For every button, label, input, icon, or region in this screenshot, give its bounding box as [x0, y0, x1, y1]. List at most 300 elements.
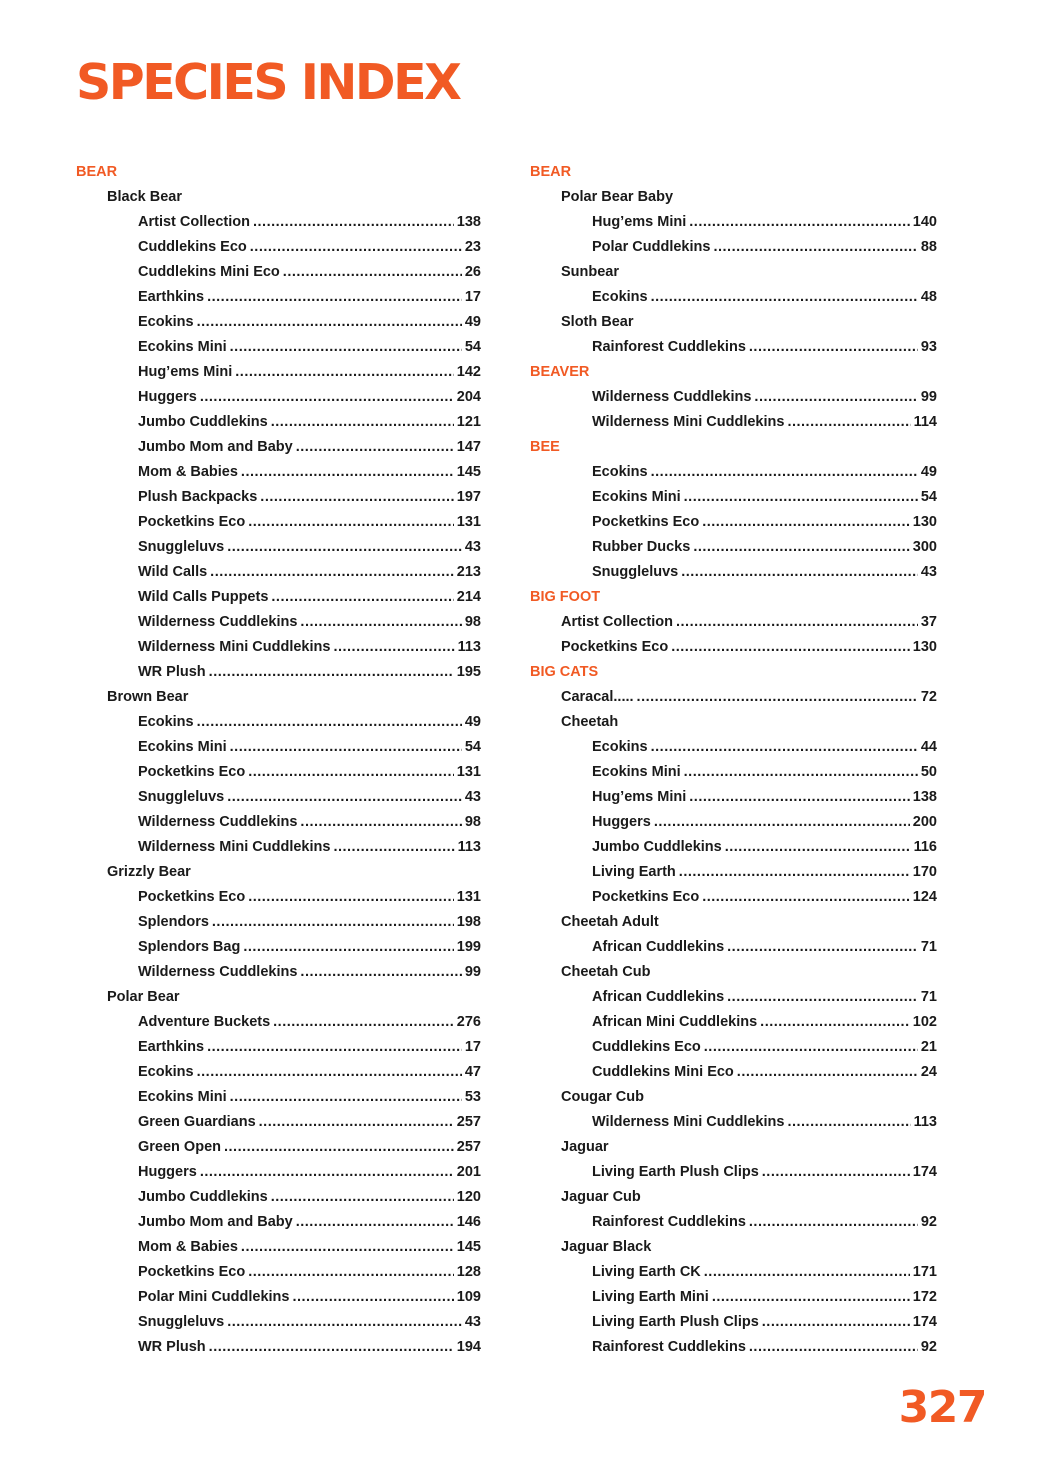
index-entry-label: Snuggleluvs: [592, 564, 679, 580]
index-page-ref: 37: [920, 614, 937, 630]
index-entry: [530, 385, 937, 410]
dot-leader: [230, 335, 462, 360]
index-entry: [76, 585, 481, 610]
index-page-ref: 130: [912, 514, 937, 530]
dot-leader: [235, 360, 454, 385]
index-entry: [76, 1010, 481, 1035]
index-entry-label: Jumbo Mom and Baby: [138, 1214, 293, 1230]
index-entry-label: Jumbo Mom and Baby: [138, 439, 293, 455]
index-page-ref: 213: [456, 564, 481, 580]
index-page-ref: 138: [456, 214, 481, 230]
index-page-ref: 71: [920, 939, 937, 955]
index-entry-label: Hug’ems Mini: [138, 364, 233, 380]
dot-leader: [704, 1035, 918, 1060]
index-group-label: Brown Bear: [107, 689, 189, 705]
index-entry: [530, 1010, 937, 1035]
index-page-ref: 49: [464, 714, 481, 730]
index-page-ref: 113: [457, 839, 481, 855]
dot-leader: [227, 535, 462, 560]
index-page-ref: 43: [464, 1314, 481, 1330]
index-entry: [530, 235, 937, 260]
index-entry-label: Hug’ems Mini: [592, 789, 687, 805]
index-entry-label: Polar Cuddlekins: [592, 239, 711, 255]
index-entry-label: Pocketkins Eco: [138, 1264, 246, 1280]
index-entry-label: Cuddlekins Mini Eco: [138, 264, 280, 280]
dot-leader: [333, 835, 454, 860]
index-entry: [76, 210, 481, 235]
index-page-ref: 114: [913, 414, 937, 430]
index-entry-label: Jumbo Cuddlekins: [138, 414, 268, 430]
dot-leader: [300, 960, 461, 985]
index-entry: [530, 535, 937, 560]
index-page-ref: 99: [464, 964, 481, 980]
index-entry-label: Earthkins: [138, 289, 205, 305]
index-entry: [530, 1260, 937, 1285]
index-section: [530, 585, 937, 610]
index-entry-label: Pocketkins Eco: [592, 514, 700, 530]
index-entry-label: Rubber Ducks: [592, 539, 691, 555]
index-entry: [76, 460, 481, 485]
index-page-ref: 146: [456, 1214, 481, 1230]
index-entry: [76, 660, 481, 685]
index-entry-label: Wilderness Cuddlekins: [592, 389, 752, 405]
index-section-label: BEAR: [530, 164, 572, 180]
dot-leader: [273, 1010, 454, 1035]
index-group: [76, 985, 481, 1010]
index-entry: [76, 1235, 481, 1260]
index-page-ref: 113: [457, 639, 481, 655]
index-entry-label: Mom & Babies: [138, 464, 238, 480]
index-entry-label: Ecokins: [592, 464, 648, 480]
index-entry-label: Ecokins Mini: [138, 1089, 227, 1105]
dot-leader: [248, 1260, 454, 1285]
dot-leader: [760, 1010, 910, 1035]
index-entry: [530, 1210, 937, 1235]
index-entry: [76, 1310, 481, 1335]
index-page-ref: 200: [912, 814, 937, 830]
dot-leader: [727, 935, 918, 960]
dot-leader: [209, 1335, 454, 1360]
dot-leader: [676, 610, 918, 635]
dot-leader: [253, 210, 454, 235]
index-entry: [76, 385, 481, 410]
dot-leader: [713, 235, 917, 260]
index-page-ref: 53: [464, 1089, 481, 1105]
index-section: [530, 435, 937, 460]
index-entry-label: Living Earth: [592, 864, 676, 880]
index-entry-label: Pocketkins Eco: [138, 889, 246, 905]
index-entry-label: Snuggleluvs: [138, 1314, 225, 1330]
dot-leader: [712, 1285, 910, 1310]
index-entry-label: Ecokins: [138, 314, 194, 330]
index-page-ref: 109: [456, 1289, 481, 1305]
index-entry-label: African Mini Cuddlekins: [592, 1014, 758, 1030]
dot-leader: [762, 1310, 910, 1335]
dot-leader: [749, 335, 918, 360]
index-page-ref: 197: [456, 489, 481, 505]
index-group-label: Cougar Cub: [561, 1089, 644, 1105]
index-entry: [530, 1035, 937, 1060]
index-entry-label: Ecokins Mini: [138, 339, 227, 355]
dot-leader: [651, 285, 918, 310]
index-entry: [76, 1335, 481, 1360]
index-page-ref: 142: [456, 364, 481, 380]
index-entry: [530, 860, 937, 885]
index-page-ref: 124: [912, 889, 937, 905]
dot-leader: [212, 910, 454, 935]
index-entry: [76, 885, 481, 910]
index-entry: [530, 485, 937, 510]
index-page-ref: 147: [456, 439, 481, 455]
index-page-ref: 24: [920, 1064, 937, 1080]
index-entry: [530, 335, 937, 360]
index-entry-label: Cuddlekins Eco: [138, 239, 247, 255]
index-page-ref: 174: [912, 1164, 937, 1180]
index-page-ref: 99: [920, 389, 937, 405]
dot-leader: [283, 260, 462, 285]
index-page-ref: 54: [464, 339, 481, 355]
dot-leader: [250, 235, 462, 260]
index-page-ref: 113: [913, 1114, 937, 1130]
index-entry: [530, 810, 937, 835]
index-entry: [530, 460, 937, 485]
index-entry: [76, 810, 481, 835]
dot-leader: [300, 810, 461, 835]
index-entry-label: Polar Mini Cuddlekins: [138, 1289, 290, 1305]
index-entry-label: Living Earth Plush Clips: [592, 1314, 759, 1330]
dot-leader: [637, 685, 918, 710]
index-entry: [530, 935, 937, 960]
index-group: [76, 860, 481, 885]
index-entry-label: WR Plush: [138, 664, 206, 680]
index-page-ref: 128: [456, 1264, 481, 1280]
index-page-ref: 201: [456, 1164, 481, 1180]
index-entry: [76, 1160, 481, 1185]
dot-leader: [654, 810, 910, 835]
index-group: [530, 185, 937, 210]
index-entry-label: Cuddlekins Eco: [592, 1039, 701, 1055]
index-entry: [530, 1335, 937, 1360]
index-entry: [76, 735, 481, 760]
index-entry-label: Ecokins: [138, 1064, 194, 1080]
index-entry: [530, 760, 937, 785]
index-page-ref: 23: [464, 239, 481, 255]
index-entry: [76, 935, 481, 960]
index-page-ref: 276: [456, 1014, 481, 1030]
index-entry-label: Ecokins Mini: [138, 739, 227, 755]
dot-leader: [681, 560, 918, 585]
index-entry: [530, 1285, 937, 1310]
dot-leader: [704, 1260, 910, 1285]
page-title: SPECIES INDEX: [76, 54, 460, 111]
dot-leader: [209, 660, 454, 685]
dot-leader: [197, 310, 462, 335]
index-page-ref: 194: [456, 1339, 481, 1355]
index-group: [530, 960, 937, 985]
index-group: [530, 1135, 937, 1160]
dot-leader: [207, 285, 462, 310]
index-entry: [76, 360, 481, 385]
index-group: [530, 635, 937, 660]
index-entry: [530, 985, 937, 1010]
index-column-left: [76, 160, 481, 1360]
index-entry: [530, 1060, 937, 1085]
index-group-label: Jaguar Cub: [561, 1189, 641, 1205]
index-entry-label: Cuddlekins Mini Eco: [592, 1064, 734, 1080]
index-entry-label: Huggers: [138, 389, 197, 405]
index-page-ref: 72: [920, 689, 937, 705]
index-group: [76, 185, 481, 210]
index-entry-label: Wilderness Cuddlekins: [138, 814, 298, 830]
dot-leader: [230, 1085, 462, 1110]
index-group-label: Cheetah: [561, 714, 619, 730]
dot-leader: [651, 735, 918, 760]
index-entry-label: Ecokins: [138, 714, 194, 730]
dot-leader: [224, 1135, 454, 1160]
dot-leader: [749, 1335, 918, 1360]
index-entry-label: African Cuddlekins: [592, 989, 725, 1005]
index-group: [530, 1085, 937, 1110]
dot-leader: [260, 485, 454, 510]
index-entry-label: Rainforest Cuddlekins: [592, 1339, 746, 1355]
dot-leader: [684, 760, 918, 785]
index-group: [530, 910, 937, 935]
index-page-ref: 171: [912, 1264, 937, 1280]
index-entry: [530, 285, 937, 310]
index-page-ref: 98: [464, 614, 481, 630]
index-entry-label: Wilderness Mini Cuddlekins: [592, 414, 785, 430]
index-entry-label: Jumbo Cuddlekins: [592, 839, 722, 855]
dot-leader: [197, 710, 462, 735]
index-entry: [76, 235, 481, 260]
index-entry-label: Wild Calls Puppets: [138, 589, 269, 605]
index-group-label: Polar Bear Baby: [561, 189, 674, 205]
dot-leader: [243, 935, 453, 960]
index-entry-label: Plush Backpacks: [138, 489, 258, 505]
index-entry-label: Wilderness Mini Cuddlekins: [138, 639, 331, 655]
dot-leader: [271, 1185, 454, 1210]
dot-leader: [671, 635, 910, 660]
index-entry: [76, 510, 481, 535]
dot-leader: [725, 835, 911, 860]
index-entry-label: Splendors Bag: [138, 939, 241, 955]
index-entry-label: Ecokins: [592, 289, 648, 305]
index-group-label: Grizzly Bear: [107, 864, 191, 880]
index-entry-label: Mom & Babies: [138, 1239, 238, 1255]
index-entry-label: Snuggleluvs: [138, 539, 225, 555]
index-entry-label: Wilderness Mini Cuddlekins: [138, 839, 331, 855]
index-entry: [76, 535, 481, 560]
index-page-ref: 17: [464, 289, 481, 305]
index-section-label: BEAR: [76, 164, 118, 180]
index-entry: [76, 1135, 481, 1160]
index-entry: [76, 710, 481, 735]
index-page-ref: 170: [912, 864, 937, 880]
index-page-ref: 204: [456, 389, 481, 405]
index-entry: [76, 760, 481, 785]
index-entry-label: Living Earth CK: [592, 1264, 701, 1280]
index-group-label: Polar Bear: [107, 989, 180, 1005]
index-page-ref: 54: [920, 489, 937, 505]
dot-leader: [787, 1110, 910, 1135]
dot-leader: [292, 1285, 453, 1310]
index-entry: [76, 1110, 481, 1135]
index-group-label: Sunbear: [561, 264, 620, 280]
dot-leader: [271, 585, 453, 610]
index-entry-label: Jumbo Cuddlekins: [138, 1189, 268, 1205]
dot-leader: [227, 1310, 462, 1335]
index-group: [530, 1235, 937, 1260]
index-page-ref: 71: [920, 989, 937, 1005]
dot-leader: [248, 510, 454, 535]
dot-leader: [787, 410, 910, 435]
index-group-label: Jaguar Black: [561, 1239, 652, 1255]
index-entry-label: Wild Calls: [138, 564, 208, 580]
dot-leader: [200, 1160, 454, 1185]
index-group: [530, 310, 937, 335]
index-entry-label: Ecokins Mini: [592, 489, 681, 505]
index-section: [76, 160, 481, 185]
index-page-ref: 102: [912, 1014, 937, 1030]
index-group: [530, 1185, 937, 1210]
index-group-label: Jaguar: [561, 1139, 609, 1155]
index-entry-label: Living Earth Plush Clips: [592, 1164, 759, 1180]
dot-leader: [248, 760, 454, 785]
index-entry-label: Green Open: [138, 1139, 221, 1155]
index-page-ref: 145: [456, 1239, 481, 1255]
index-entry: [530, 560, 937, 585]
index-entry-label: Green Guardians: [138, 1114, 256, 1130]
index-group-label: Sloth Bear: [561, 314, 634, 330]
index-group: [530, 610, 937, 635]
index-page-ref: 131: [456, 514, 481, 530]
index-page-ref: 195: [456, 664, 481, 680]
index-entry-label: Splendors: [138, 914, 209, 930]
index-entry: [530, 410, 937, 435]
index-page-ref: 214: [456, 589, 481, 605]
index-entry-label: Snuggleluvs: [138, 789, 225, 805]
index-entry: [530, 1160, 937, 1185]
dot-leader: [651, 460, 918, 485]
dot-leader: [702, 510, 910, 535]
index-page-ref: 198: [456, 914, 481, 930]
index-group: [530, 710, 937, 735]
index-entry: [76, 310, 481, 335]
index-entry: [76, 435, 481, 460]
dot-leader: [737, 1060, 918, 1085]
index-page-ref: 138: [912, 789, 937, 805]
index-page-ref: 257: [456, 1139, 481, 1155]
index-entry: [76, 785, 481, 810]
index-entry: [530, 835, 937, 860]
index-page-ref: 130: [912, 639, 937, 655]
index-entry: [76, 1035, 481, 1060]
index-entry-label: Huggers: [592, 814, 651, 830]
dot-leader: [762, 1160, 910, 1185]
index-entry: [530, 785, 937, 810]
dot-leader: [296, 435, 454, 460]
index-entry: [76, 1185, 481, 1210]
dot-leader: [207, 1035, 462, 1060]
index-entry: [530, 510, 937, 535]
index-entry: [76, 260, 481, 285]
index-group: [76, 685, 481, 710]
index-entry: [530, 210, 937, 235]
index-page-ref: 116: [913, 839, 937, 855]
dot-leader: [200, 385, 454, 410]
dot-leader: [259, 1110, 454, 1135]
index-entry-label: Wilderness Cuddlekins: [138, 964, 298, 980]
dot-leader: [679, 860, 910, 885]
index-entry: [76, 560, 481, 585]
index-page-ref: 92: [920, 1339, 937, 1355]
index-group-label: Cheetah Adult: [561, 914, 659, 930]
index-section-label: BEAVER: [530, 364, 590, 380]
index-entry-label: Earthkins: [138, 1039, 205, 1055]
index-section: [530, 360, 937, 385]
index-entry-label: Ecokins Mini: [592, 764, 681, 780]
index-page-ref: 93: [920, 339, 937, 355]
index-entry: [530, 1310, 937, 1335]
index-entry: [530, 735, 937, 760]
index-entry-label: WR Plush: [138, 1339, 206, 1355]
index-section: [530, 160, 937, 185]
index-section: [530, 660, 937, 685]
index-page-ref: 121: [456, 414, 481, 430]
index-page-ref: 131: [456, 764, 481, 780]
dot-leader: [689, 210, 910, 235]
index-group: [530, 685, 937, 710]
index-section-label: BIG CATS: [530, 664, 599, 680]
index-section-label: BEE: [530, 439, 560, 455]
index-group-label: Black Bear: [107, 189, 182, 205]
dot-leader: [241, 460, 454, 485]
index-page-ref: 131: [456, 889, 481, 905]
index-entry-label: Hug’ems Mini: [592, 214, 687, 230]
dot-leader: [296, 1210, 454, 1235]
dot-leader: [727, 985, 918, 1010]
index-entry-label: Wilderness Cuddlekins: [138, 614, 298, 630]
index-page-ref: 47: [464, 1064, 481, 1080]
index-section-label: BIG FOOT: [530, 589, 601, 605]
index-entry-label: Ecokins: [592, 739, 648, 755]
index-entry-label: Artist Collection: [138, 214, 250, 230]
index-entry-label: Huggers: [138, 1164, 197, 1180]
page-number: 327: [898, 1382, 986, 1433]
dot-leader: [241, 1235, 454, 1260]
index-page-ref: 140: [912, 214, 937, 230]
index-entry: [530, 885, 937, 910]
dot-leader: [248, 885, 454, 910]
dot-leader: [684, 485, 918, 510]
index-page-ref: 92: [920, 1214, 937, 1230]
index-page-ref: 98: [464, 814, 481, 830]
dot-leader: [197, 1060, 462, 1085]
index-column-right: [530, 160, 937, 1360]
index-entry-label: Pocketkins Eco: [592, 889, 700, 905]
index-page-ref: 49: [920, 464, 937, 480]
index-entry: [76, 1260, 481, 1285]
index-group-label: Pocketkins Eco: [561, 639, 669, 655]
dot-leader: [333, 635, 454, 660]
index-entry: [76, 635, 481, 660]
index-entry: [76, 410, 481, 435]
index-page-ref: 300: [912, 539, 937, 555]
dot-leader: [210, 560, 454, 585]
index-entry: [76, 1060, 481, 1085]
index-entry-label: Rainforest Cuddlekins: [592, 1214, 746, 1230]
index-entry: [76, 485, 481, 510]
